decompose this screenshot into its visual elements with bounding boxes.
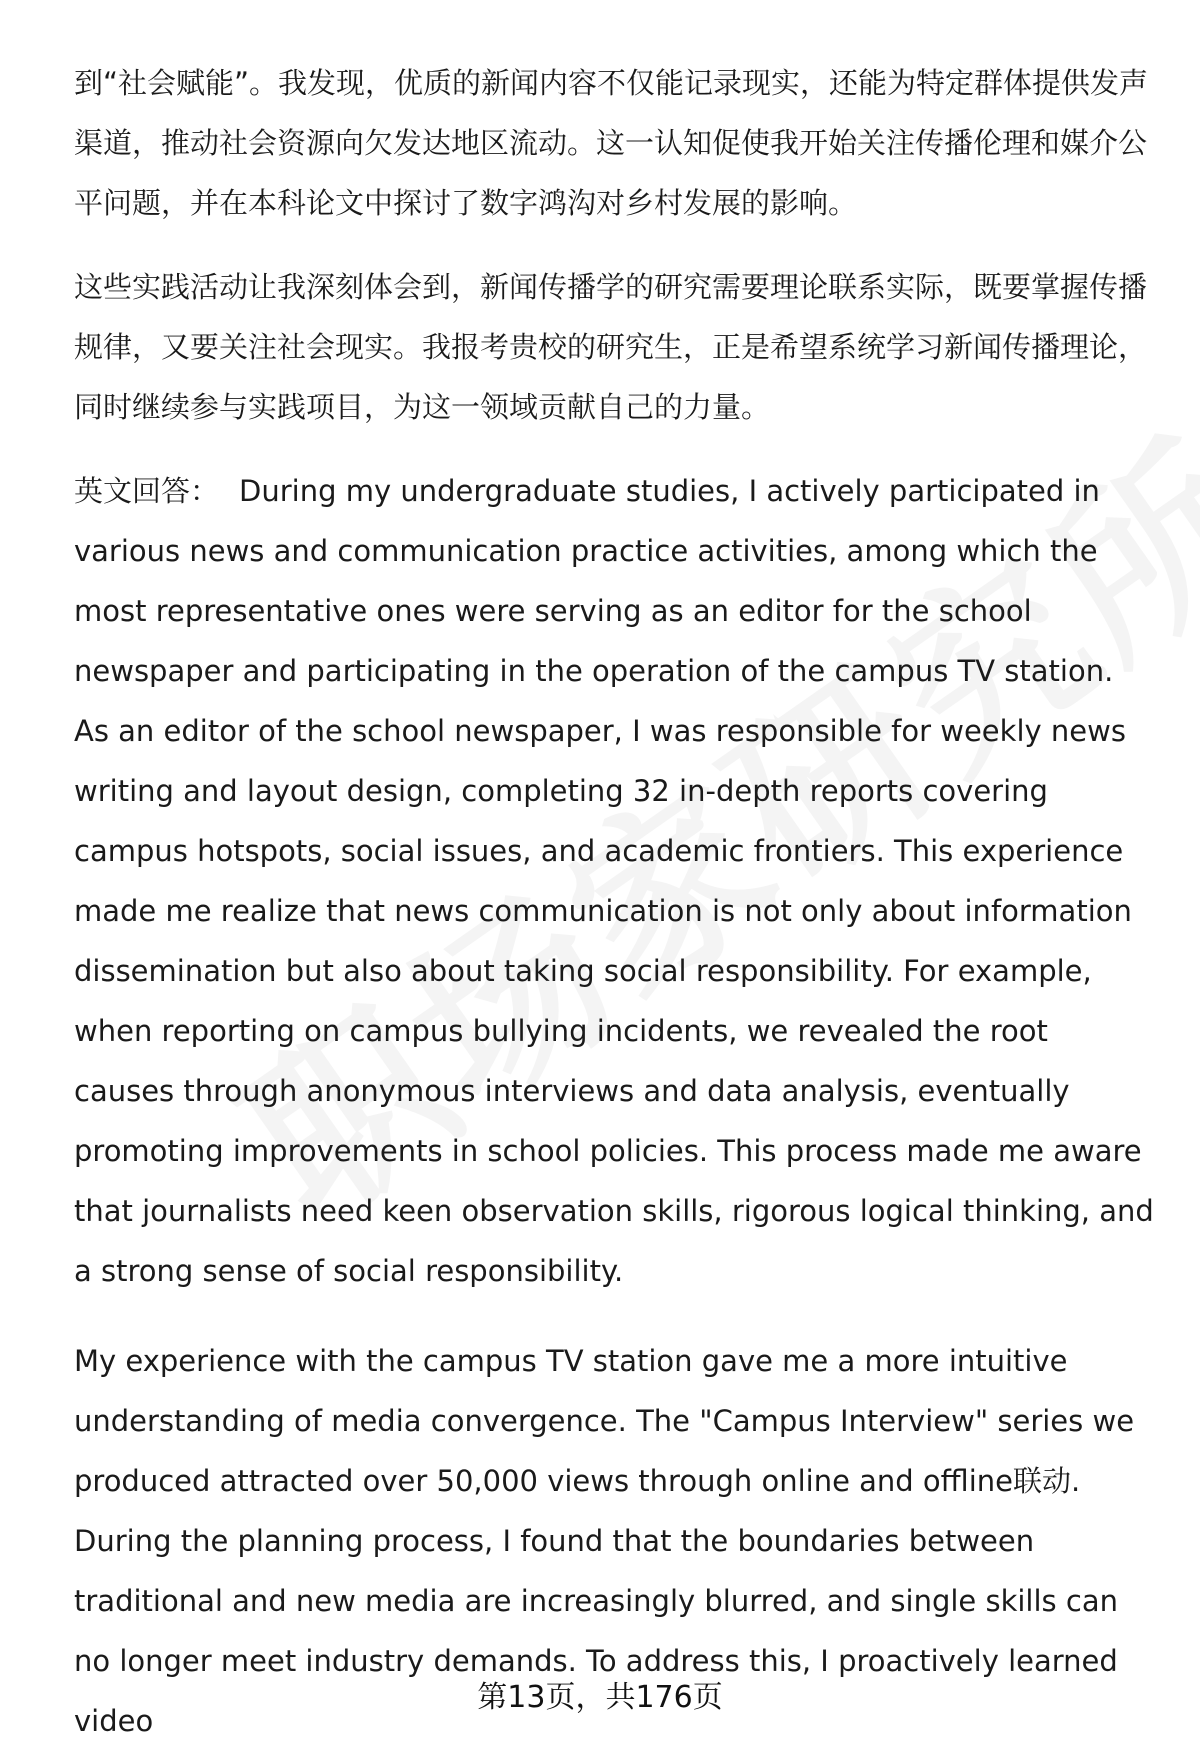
paragraph-cn-2: 这些实践活动让我深刻体会到，新闻传播学的研究需要理论联系实际，既要掌握传播规律，又要关注社会现实。我报考贵校的研究生，正是希望系统学习新闻传播理论，同时继续参与实践项目，为这一领域贡献自己的力量。 [74, 270, 1148, 424]
page-content [74, 53, 1154, 1751]
english-answer-text: During my undergraduate studies, I actively participated in various news and communication practice activities, among which the most representative ones were serving as an editor for the school newspaper and participating in the operation of the campus TV station. As an editor of the school newspaper, I was responsible for weekly news writing and layout design, completing 32 in-depth reports covering campus hotspots, social issues, and academic frontiers. This experience made me realize that news communication is not only about information dissemination but also about taking social responsibility. For example, when reporting on campus bullying incidents, we revealed the root causes through anonymous interviews and data analysis, eventually promoting improvements in school policies. This process made me aware that journalists need keen observation skills, rigorous logical thinking, and a strong sense of social responsibility. [74, 474, 1154, 1288]
english-answer-label: 英文回答： [74, 474, 220, 508]
page-number-footer: 第13页，共176页 [477, 1680, 723, 1715]
paragraph-cn-1: 到“社会赋能”。我发现，优质的新闻内容不仅能记录现实，还能为特定群体提供发声渠道，推动社会资源向欠发达地区流动。这一认知促使我开始关注传播伦理和媒介公平问题，并在本科论文中探讨了数字鸿沟对乡村发展的影响。 [74, 66, 1149, 220]
paragraph-en-1 [74, 461, 1154, 1301]
paragraph-en-2: My experience with the campus TV station gave me a more intuitive understanding of media convergence. The "Campus Interview" series we produced attracted over 50,000 views through online and offline联动. During the planning process, I found that the boundaries between traditional and new media are increasingly blurred, and single skills can no longer meet industry demands. To address this, I proactively learned video [74, 1344, 1135, 1738]
